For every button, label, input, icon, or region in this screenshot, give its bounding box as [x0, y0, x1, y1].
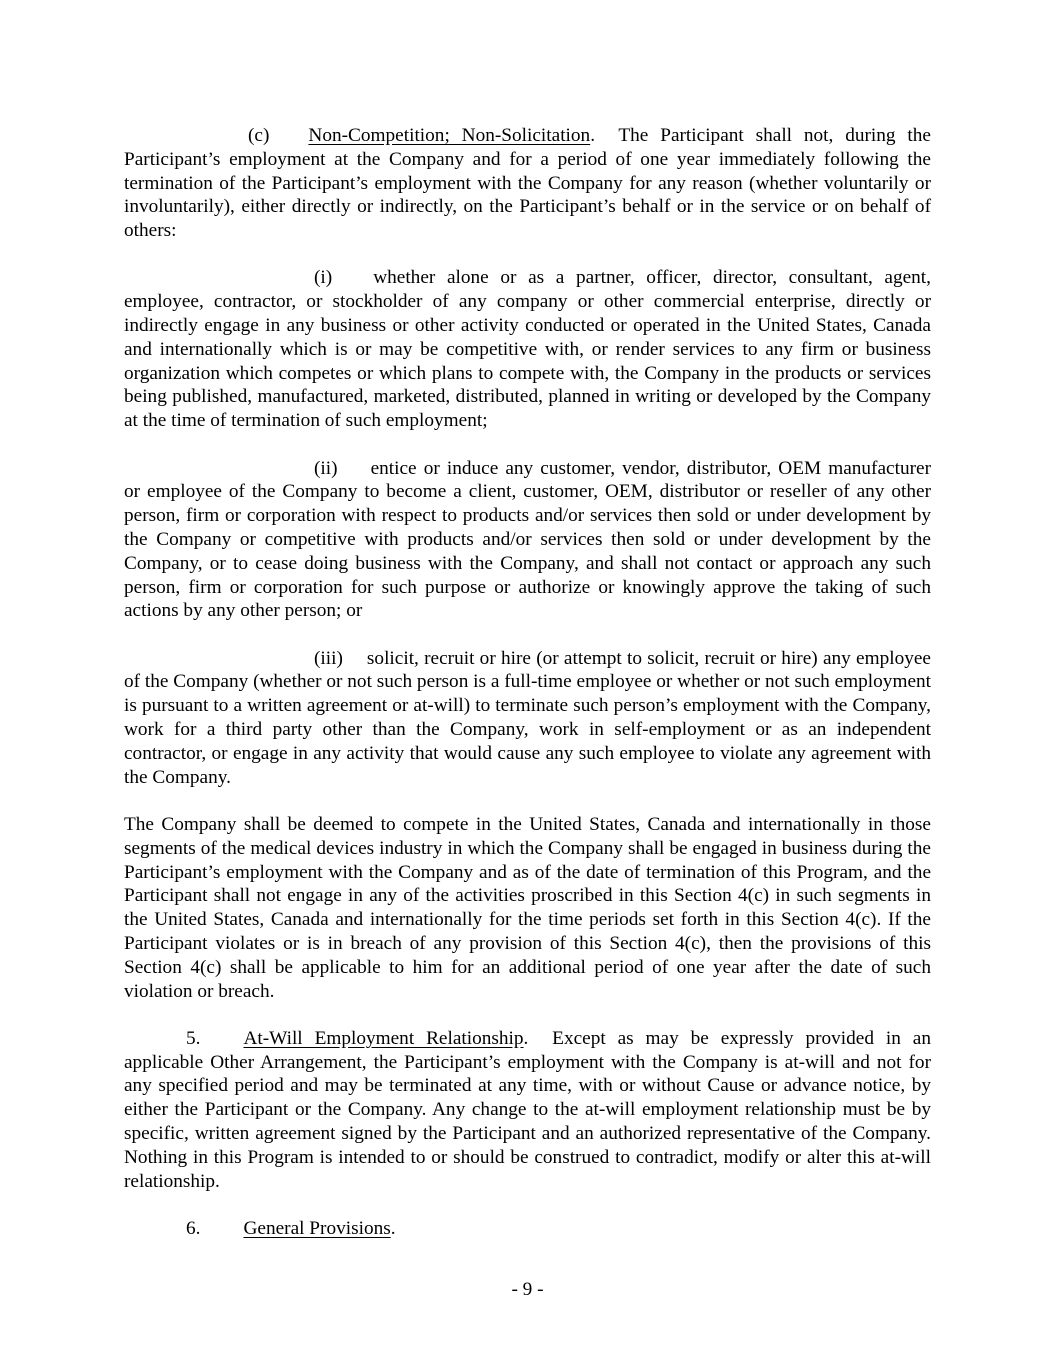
- clause-i-text: whether alone or as a partner, officer, director, consultant, agent, employee, contractor, or stockholder of any company or other commercial enterprise, directly or indirectly engage in any business or other activity conducted or operated in the United States, Canada and internationally which is or may be competitive with, or render services to any firm or business organization which competes or which plans to compete with, the Company in the products or services being published, manufactured, marketed, distributed, planned in writing or developed by the Company at the time of termination of such employment;: [124, 267, 931, 432]
- clause-ii-text: entice or induce any customer, vendor, distributor, OEM manufacturer or employee of the Company to become a client, customer, OEM, distributor or reseller of any other person, firm or corporation with respect to products and/or services then sold or under development by the Company or competitive with products and/or services then sold or under development by the Company, or to cease doing business with the Company, and shall not contact or approach any such person, firm or corporation for such purpose or authorize or knowingly approve the taking of such actions by any other person; or: [124, 457, 931, 622]
- section-c-label: (c): [248, 125, 270, 146]
- compete-paragraph: The Company shall be deemed to compete in the United States, Canada and internationally in those segments of the medical devices industry in which the Company shall be engaged in business during the Participant’s employment with the Company and as of the date of termination of this Program, and the Participant shall not engage in any of the activities proscribed in this Section 4(c) in such segments in the United States, Canada and internationally for the time periods set forth in this Section 4(c). If the Participant violates or is in breach of any provision of this Section 4(c), then the provisions of this Section 4(c) shall be applicable to him for an additional period of one year after the date of such violation or breach.: [124, 813, 931, 1002]
- section-6-title: General Provisions: [243, 1217, 391, 1239]
- clause-iii-text: solicit, recruit or hire (or attempt to solicit, recruit or hire) any employee of the Company (whether or not such person is a full-time employee or whether or not such employment is pursuant to a written agreement or at-will) to terminate such person’s employment with the Company, work for a third party other than the Company, work in self-employment or as an independent contractor, or engage in any activity that would cause any such employee to violate any agreement with the Company.: [124, 647, 931, 788]
- section-5-text: Except as may be expressly provided in an applicable Other Arrangement, the Participant’s employment with the Company is at-will and not for any specified period and may be terminated at any time, with or without Cause or advance notice, by either the Participant or the Company. Any change to the at-will employment relationship must be by specific, written agreement signed by the Participant and an authorized representative of the Company. Nothing in this Program is intended to or should be construed to contradict, modify or alter this at-will relationship.: [124, 1027, 931, 1192]
- section-c-paragraph: (c) Non-Competition; Non-Solicitation. The Participant shall not, during the Participant’s employment at the Company and for a period of one year immediately following the termination of the Participant’s employment with the Company for any reason (whether voluntarily or involuntarily), either directly or indirectly, on the Participant’s behalf or in the service or on behalf of others:: [124, 125, 931, 242]
- clause-iii-label: (iii): [314, 647, 343, 669]
- clause-i-label: (i): [314, 267, 333, 289]
- section-6-heading: 6. General Provisions.: [186, 1217, 396, 1239]
- clause-ii-label: (ii): [314, 457, 338, 479]
- clause-i-paragraph: [124, 266, 931, 433]
- page-number: - 9 -: [511, 1279, 544, 1300]
- clause-iii-paragraph: [124, 647, 931, 790]
- section-6-label: 6.: [186, 1217, 201, 1239]
- section-5-paragraph: 5. At-Will Employment Relationship. Except as may be expressly provided in an applicable Other Arrangement, the Participant’s employment with the Company is at-will and not for any specified period and may be terminated at any time, with or without Cause or advance notice, by either the Participant or the Company. Any change to the at-will employment relationship must be by specific, written agreement signed by the Participant and an authorized representative of the Company. Nothing in this Program is intended to or should be construed to contradict, modify or alter this at-will relationship.: [124, 1027, 931, 1192]
- section-c-text: The Participant shall not, during the Participant’s employment at the Company and for a period of one year immediately following the termination of the Participant’s employment with the Company for any reason (whether voluntarily or involuntarily), either directly or indirectly, on the Participant’s behalf or in the service or on behalf of others:: [124, 125, 931, 242]
- section-c-title: Non-Competition; Non-Solicitation: [308, 125, 591, 146]
- clause-ii-paragraph: [124, 457, 931, 624]
- document-body: [124, 124, 931, 1241]
- section-5-title: At-Will Employment Relationship: [243, 1027, 524, 1049]
- section-5-label: 5.: [186, 1027, 201, 1049]
